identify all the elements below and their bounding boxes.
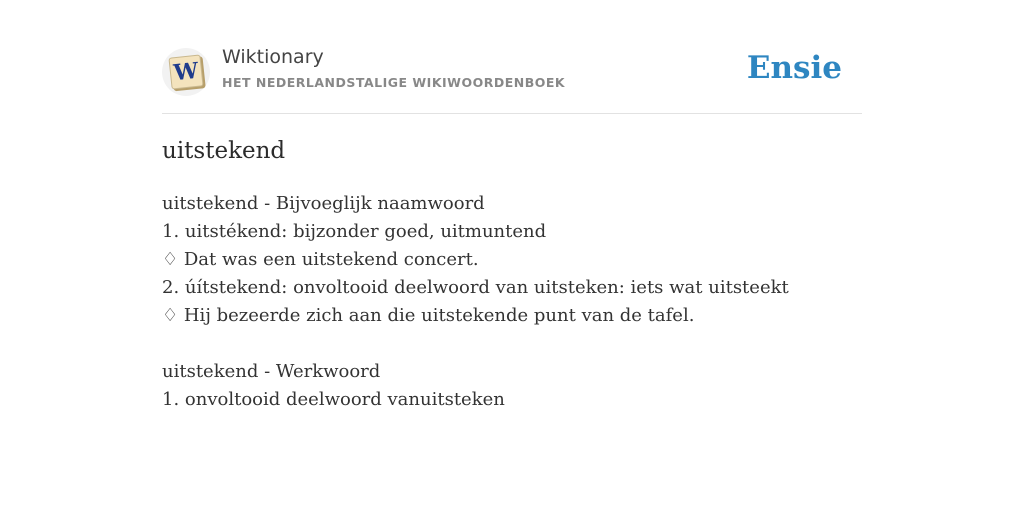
site-subtitle: HET NEDERLANDSTALIGE WIKIWOORDENBOEK (222, 75, 566, 90)
blank-line (162, 330, 862, 358)
definition-line: 1. onvoltooid deelwoord vanuitsteken (162, 389, 505, 410)
definition-body (162, 190, 862, 414)
ensie-brand-logo[interactable]: Ensie (746, 50, 842, 86)
definition-line: 1. uitstékend: bijzonder goed, uitmuntend (162, 221, 547, 242)
w-tile-icon: W (168, 54, 203, 89)
headword: uitstekend (162, 138, 286, 164)
pos-heading-verb: uitstekend - Werkwoord (162, 361, 381, 382)
example-line: ♢ Hij bezeerde zich aan die uitstekende punt van de tafel. (162, 305, 695, 326)
wiktionary-logo (162, 48, 210, 96)
definition-line: 2. úítstekend: onvoltooid deelwoord van uitsteken: iets wat uitsteekt (162, 277, 789, 298)
header (162, 46, 862, 96)
header-divider (162, 113, 862, 114)
pos-heading-adjective: uitstekend - Bijvoeglijk naamwoord (162, 193, 485, 214)
site-title: Wiktionary (222, 46, 324, 68)
definition-card (162, 0, 862, 512)
example-line: ♢ Dat was een uitstekend concert. (162, 249, 479, 270)
